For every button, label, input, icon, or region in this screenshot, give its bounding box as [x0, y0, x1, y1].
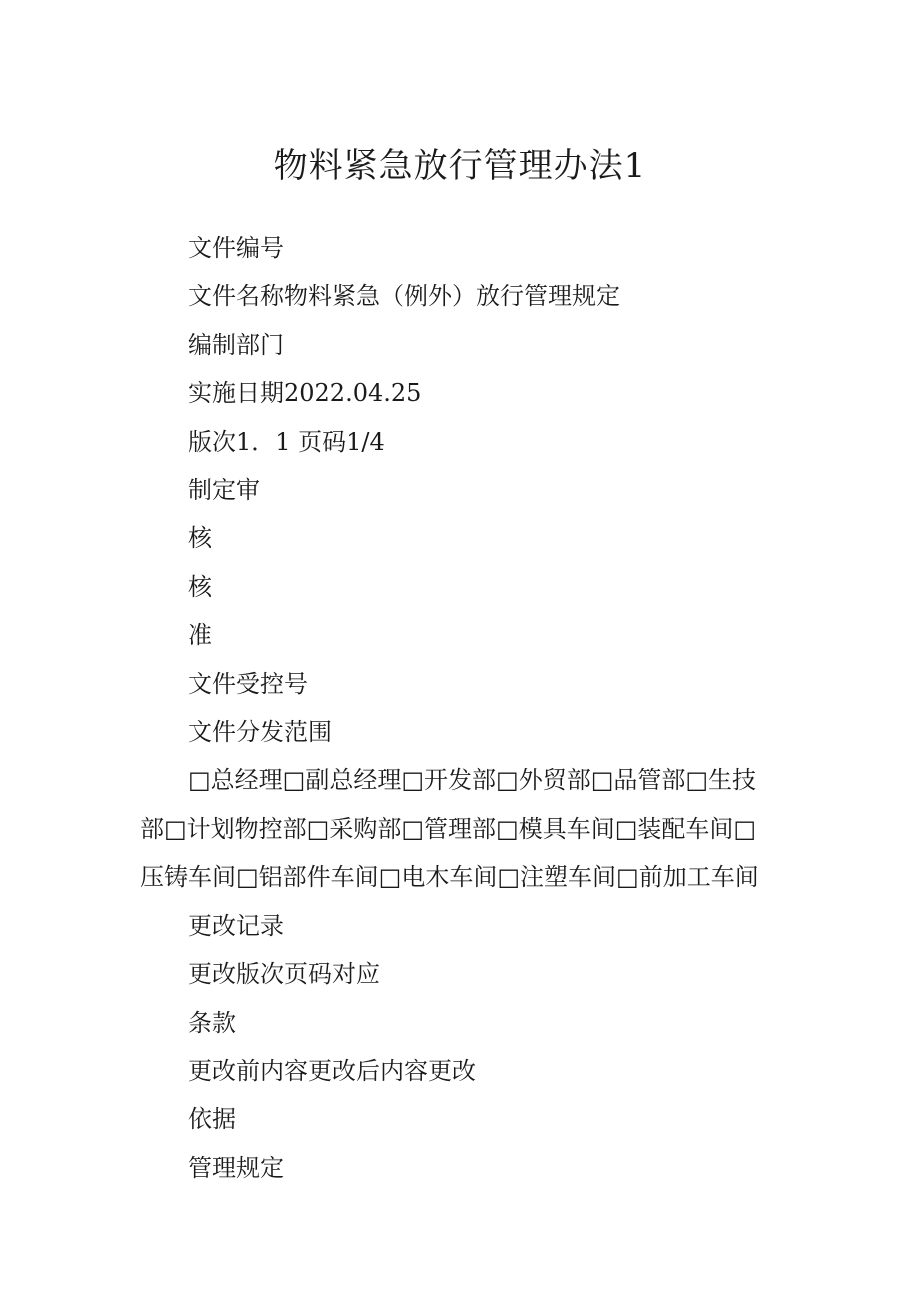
- paragraph-check-1: 核: [188, 524, 212, 553]
- paragraph-distribution-scope: 文件分发范围: [188, 718, 332, 747]
- paragraph-regulation: 管理规定: [188, 1153, 284, 1182]
- paragraph-distribution-list: □总经理□副总经理□开发部□外贸部□品管部□生技部□计划物控部□采购部□管理部□模具车间□装配车间□压铸车间□铝部件车间□电木车间□注塑车间□前加工车间: [140, 766, 759, 892]
- paragraph-effective-date: 实施日期2022.04.25: [188, 379, 422, 408]
- paragraph-version-page: 版次1．1 页码1/4: [188, 427, 385, 456]
- paragraph-change-record: 更改记录: [188, 911, 284, 940]
- paragraph-file-number: 文件编号: [188, 234, 284, 262]
- paragraph-clause: 条款: [188, 1008, 236, 1037]
- paragraph-change-content: 更改前内容更改后内容更改: [188, 1056, 476, 1085]
- paragraph-change-version: 更改版次页码对应: [188, 960, 380, 989]
- paragraph-approve: 准: [188, 621, 212, 650]
- paragraph-department: 编制部门: [188, 330, 284, 359]
- paragraph-file-name: 文件名称物料紧急（例外）放行管理规定: [188, 282, 620, 311]
- paragraph-control-number: 文件受控号: [188, 669, 308, 698]
- paragraph-basis: 依据: [188, 1105, 236, 1134]
- document-title: 物料紧急放行管理办法1: [273, 146, 647, 186]
- document-body: [140, 224, 780, 1192]
- paragraph-check-2: 核: [188, 572, 212, 601]
- paragraph-prepared-reviewed: 制定审: [188, 476, 260, 505]
